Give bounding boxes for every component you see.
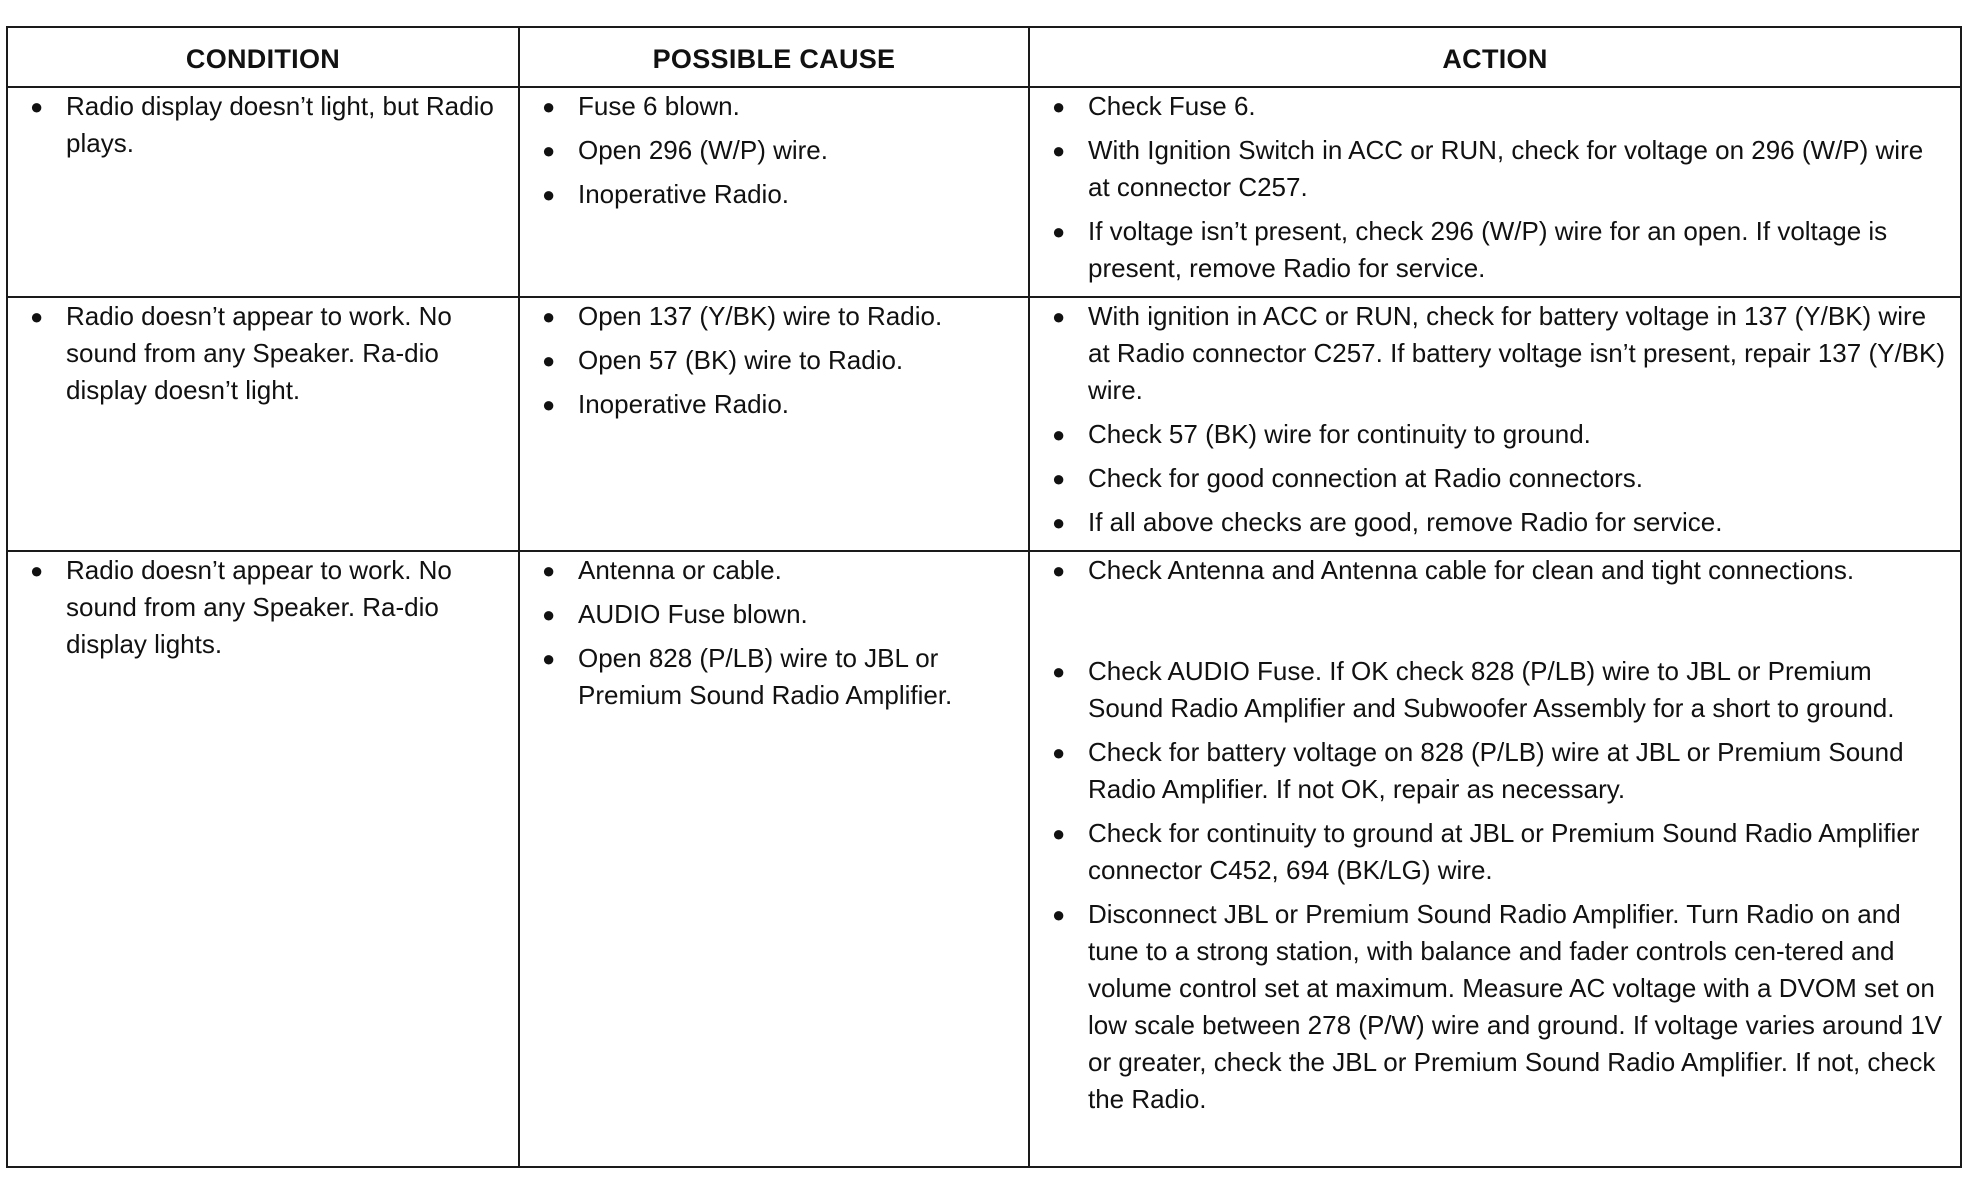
cause-text: Open 57 (BK) wire to Radio.	[578, 345, 904, 375]
bullet-icon: ●	[542, 348, 556, 373]
list-item	[1030, 552, 1960, 589]
bullet-icon: ●	[30, 94, 44, 119]
list-item	[520, 640, 1028, 714]
list-item	[520, 596, 1028, 633]
bullet-icon: ●	[542, 558, 556, 583]
list-item	[520, 342, 1028, 379]
action-text: Check AUDIO Fuse. If OK check 828 (P/LB) wire to JBL or Premium Sound Radio Amplifier and Subwoofer Assembly for a short to ground.	[1088, 656, 1895, 723]
bullet-icon: ●	[1052, 219, 1066, 244]
list-item	[1030, 504, 1960, 541]
list-item	[1030, 213, 1960, 287]
table-row	[7, 551, 1961, 1167]
table-row	[7, 297, 1961, 551]
action-text: Check Antenna and Antenna cable for clean and tight connections.	[1088, 555, 1855, 585]
cause-text: Open 137 (Y/BK) wire to Radio.	[578, 301, 943, 331]
bullet-icon: ●	[30, 304, 44, 329]
bullet-icon: ●	[30, 558, 44, 583]
list-item	[520, 298, 1028, 335]
action-text: With Ignition Switch in ACC or RUN, check for voltage on 296 (W/P) wire at connector C257.	[1088, 135, 1924, 202]
list-item	[1030, 460, 1960, 497]
bullet-icon: ●	[1052, 466, 1066, 491]
header-row	[7, 27, 1961, 87]
action-text: Check for continuity to ground at JBL or Premium Sound Radio Amplifier connector C452, 694 (BK/LG) wire.	[1088, 818, 1920, 885]
list-item	[520, 88, 1028, 125]
bullet-icon: ●	[1052, 510, 1066, 535]
condition-cell	[7, 297, 519, 551]
bullet-icon: ●	[1052, 902, 1066, 927]
list-item	[1030, 132, 1960, 206]
action-text: Check for good connection at Radio connectors.	[1088, 463, 1644, 493]
action-cell	[1029, 297, 1961, 551]
bullet-icon: ●	[542, 182, 556, 207]
list-item	[1030, 88, 1960, 125]
bullet-icon: ●	[542, 138, 556, 163]
condition-text: Radio doesn’t appear to work. No sound from any Speaker. Ra-dio display lights.	[66, 555, 452, 659]
list-item	[1030, 896, 1960, 1118]
condition-cell	[7, 551, 519, 1167]
list-item	[1030, 815, 1960, 889]
condition-header: CONDITION	[7, 27, 519, 87]
possible-cause-cell	[519, 87, 1029, 297]
table-row	[7, 87, 1961, 297]
list-item	[520, 386, 1028, 423]
list-item	[1030, 653, 1960, 727]
action-cell	[1029, 551, 1961, 1167]
bullet-icon: ●	[1052, 740, 1066, 765]
bullet-icon: ●	[1052, 558, 1066, 583]
possible-cause-cell	[519, 297, 1029, 551]
action-text: Check 57 (BK) wire for continuity to ground.	[1088, 419, 1591, 449]
bullet-icon: ●	[542, 392, 556, 417]
list-item	[1030, 734, 1960, 808]
action-text: With ignition in ACC or RUN, check for battery voltage in 137 (Y/BK) wire at Radio connector C257. If battery voltage isn’t present, repair 137 (Y/BK) wire.	[1088, 301, 1946, 405]
cause-text: Fuse 6 blown.	[578, 91, 740, 121]
bullet-icon: ●	[542, 646, 556, 671]
bullet-icon: ●	[1052, 304, 1066, 329]
list-item	[520, 132, 1028, 169]
diagnosis-table	[6, 26, 1962, 1168]
possible-cause-header: POSSIBLE CAUSE	[519, 27, 1029, 87]
bullet-icon: ●	[1052, 422, 1066, 447]
cause-text: AUDIO Fuse blown.	[578, 599, 808, 629]
bullet-icon: ●	[1052, 138, 1066, 163]
bullet-icon: ●	[1052, 94, 1066, 119]
action-header: ACTION	[1029, 27, 1961, 87]
action-text: Check for battery voltage on 828 (P/LB) wire at JBL or Premium Sound Radio Amplifier. If not OK, repair as necessary.	[1088, 737, 1904, 804]
bullet-icon: ●	[542, 602, 556, 627]
list-item	[1030, 416, 1960, 453]
bullet-icon: ●	[542, 304, 556, 329]
bullet-icon: ●	[1052, 821, 1066, 846]
list-item	[520, 552, 1028, 589]
action-text: Disconnect JBL or Premium Sound Radio Amplifier. Turn Radio on and tune to a strong station, with balance and fader controls cen-tered and volume control set at maximum. Measure AC voltage with a DVOM set on low scale between 278 (P/W) wire and ground. If voltage varies around 1V or greater, check the JBL or Premium Sound Radio Amplifier. If not, check the Radio.	[1088, 899, 1943, 1114]
action-cell	[1029, 87, 1961, 297]
possible-cause-cell	[519, 551, 1029, 1167]
condition-text: Radio doesn’t appear to work. No sound from any Speaker. Ra-dio display doesn’t light.	[66, 301, 452, 405]
action-text: Check Fuse 6.	[1088, 91, 1256, 121]
cause-text: Inoperative Radio.	[578, 179, 790, 209]
cause-text: Open 296 (W/P) wire.	[578, 135, 828, 165]
list-item	[520, 176, 1028, 213]
list-item	[8, 552, 518, 663]
cause-text: Open 828 (P/LB) wire to JBL or Premium Sound Radio Amplifier.	[578, 643, 953, 710]
bullet-icon: ●	[542, 94, 556, 119]
list-item	[1030, 298, 1960, 409]
cause-text: Inoperative Radio.	[578, 389, 790, 419]
condition-text: Radio display doesn’t light, but Radio plays.	[66, 91, 494, 158]
action-text: If voltage isn’t present, check 296 (W/P) wire for an open. If voltage is present, remove Radio for service.	[1088, 216, 1888, 283]
condition-cell	[7, 87, 519, 297]
list-item	[8, 298, 518, 409]
bullet-icon: ●	[1052, 659, 1066, 684]
action-text: If all above checks are good, remove Radio for service.	[1088, 507, 1723, 537]
list-item	[8, 88, 518, 162]
cause-text: Antenna or cable.	[578, 555, 782, 585]
